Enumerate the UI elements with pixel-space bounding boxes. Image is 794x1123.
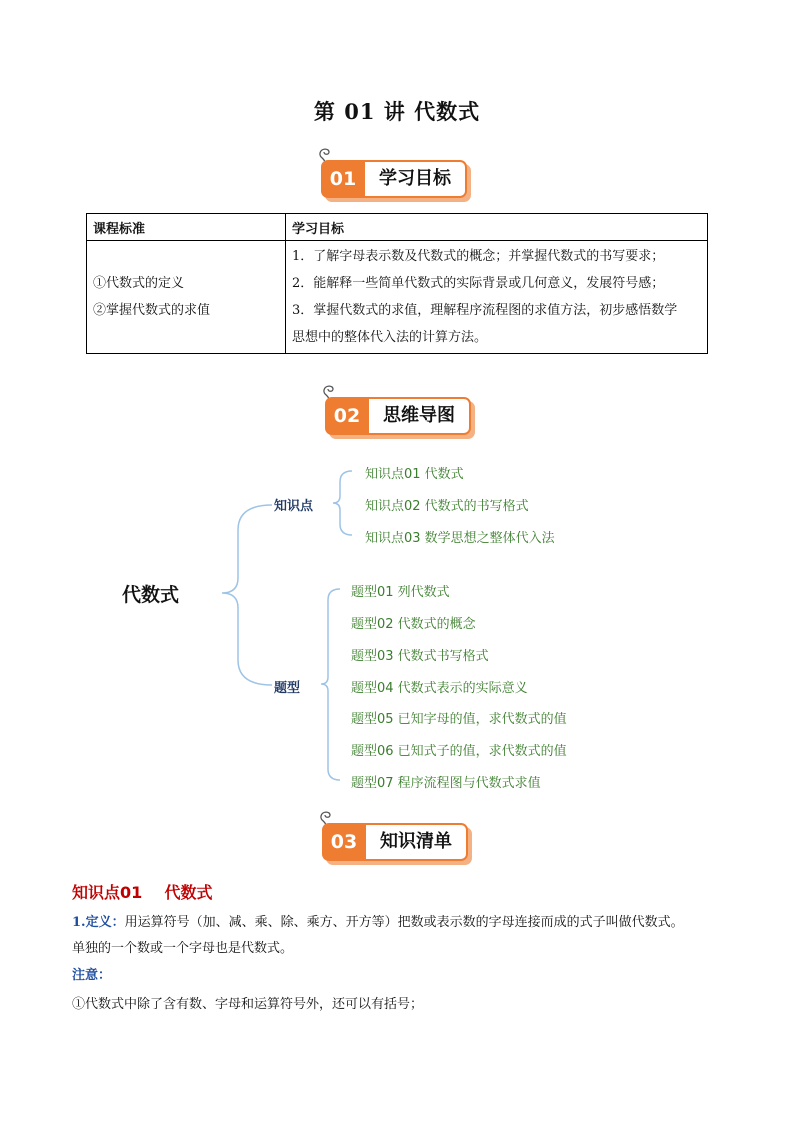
section-label: 学习目标 (365, 160, 467, 198)
definition-paragraph (72, 910, 740, 936)
definition-label: 1.定义： (72, 915, 125, 930)
section-number: 01 (321, 160, 365, 198)
standard-item: ②掌握代数式的求值 (93, 303, 211, 318)
knowledge-item: 知识点03 数学思想之整体代入法 (365, 531, 555, 546)
branch-knowledge: 知识点 (274, 499, 314, 514)
branch-types: 题型 (274, 681, 301, 696)
goal-item: 1．了解字母表示数及代数式的概念；并掌握代数式的书写要求； (292, 249, 665, 264)
definition-text: 用运算符号（加、减、乘、除、乘方、开方等）把数或表示数的字母连接而成的式子叫做代数式。 (124, 915, 684, 930)
knowledge-item: 知识点01 代数式 (365, 467, 464, 482)
section-number: 03 (322, 823, 366, 861)
header-standard: 课程标准 (87, 214, 286, 241)
standard-item: ①代数式的定义 (93, 276, 185, 291)
header-goal: 学习目标 (286, 214, 708, 241)
type-item: 题型02 代数式的概念 (351, 617, 476, 632)
goal-item: 3．掌握代数式的求值，理解程序流程图的求值方法，初步感悟数学 (292, 303, 678, 318)
page-title: 第 01 讲 代数式 (313, 99, 481, 124)
definition-text-2: 单独的一个数或一个字母也是代数式。 (72, 941, 294, 956)
section-label: 知识清单 (366, 823, 468, 861)
goal-item: 2．能解释一些简单代数式的实际背景或几何意义，发展符号感； (292, 276, 665, 291)
mindmap-root: 代数式 (122, 584, 180, 606)
note-label-line (72, 963, 740, 989)
type-item: 题型06 已知式子的值，求代数式的值 (351, 744, 567, 759)
type-item: 题型04 代数式表示的实际意义 (351, 681, 528, 696)
type-item: 题型01 列代数式 (351, 585, 450, 600)
type-item: 题型03 代数式书写格式 (351, 649, 489, 664)
goal-item: 思想中的整体代入法的计算方法。 (292, 330, 488, 345)
section-number: 02 (325, 397, 369, 435)
section-badge-03 (322, 823, 468, 861)
type-item: 题型05 已知字母的值，求代数式的值 (351, 712, 567, 727)
type-item: 题型07 程序流程图与代数式求值 (351, 776, 541, 791)
knowledge-heading: 知识点01 代数式 (72, 883, 213, 902)
knowledge-item: 知识点02 代数式的书写格式 (365, 499, 529, 514)
note-item: ①代数式中除了含有数、字母和运算符号外，还可以有括号； (72, 997, 424, 1012)
note-label: 注意： (72, 968, 112, 983)
section-label: 思维导图 (369, 397, 471, 435)
